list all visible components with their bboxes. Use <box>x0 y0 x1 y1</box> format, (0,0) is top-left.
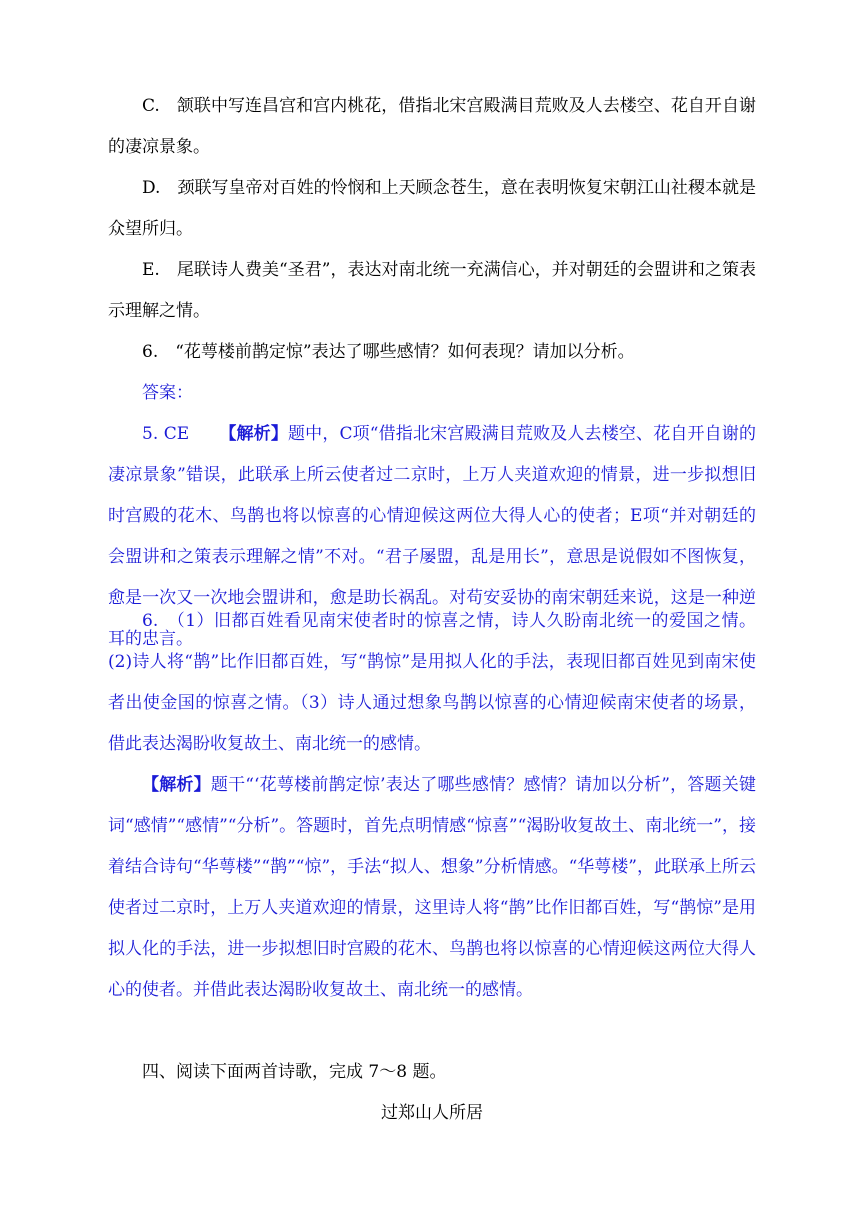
answer-5-tag: 【解析】 <box>219 424 288 444</box>
analysis-6-text: 题干“‘花萼楼前鹊定惊’表达了哪些感情？感情？请加以分析”，答题关键词“感情”“感情”“分析”。答题时，首先点明情感“惊喜”“渴盼收复故土、南北统一”，接着结合诗句“华萼楼”“鹊”“惊”，手法“拟人、想象”分析情感。“华萼楼”，此联承上所云使者过二京时，上万人夹道欢迎的情景，这里诗人将“鹊”比作旧都百姓，写“鹊惊”是用拟人化的手法，进一步拟想旧时宫殿的花木、鸟鹊也将以惊喜的心情迎候这两位大得人心的使者。并借此表达渴盼收复故土、南北统一的感情。 <box>108 775 756 1000</box>
answer-label: 答案： <box>142 383 193 403</box>
analysis-6 <box>108 765 756 1011</box>
answer-6: 6. （1）旧都百姓看见南宋使者时的惊喜之情，诗人久盼南北统一的爱国之情。(2)诗人将“鹊”比作旧都百姓，写“鹊惊”是用拟人化的手法，表现旧都百姓见到南宋使者出使金国的惊喜之情。（3）诗人通过想象鸟鹊以惊喜的心情迎候南宋使者的场景，借此表达渴盼收复故土、南北统一的感情。 <box>108 611 756 754</box>
option-d: D. 颈联写皇帝对百姓的怜悯和上天顾念苍生，意在表明恢复宋朝江山社稷本就是众望所归。 <box>108 178 756 239</box>
poem-title: 过郑山人所居 <box>381 1103 483 1123</box>
answer-5-num: 5. CE <box>142 424 190 444</box>
question-6: 6. “花萼楼前鹊定惊”表达了哪些感情？如何表现？请加以分析。 <box>142 342 635 362</box>
answer-5-text: 题中，C项“借指北宋宫殿满目荒败及人去楼空、花自开自谢的凄凉景象”错误，此联承上所云使者过二京时，上万人夹道欢迎的情景，进一步拟想旧时宫殿的花木、鸟鹊也将以惊喜的心情迎候这两位大得人心的使者；E项“并对朝廷的会盟讲和之策表示理解之情”不对。“君子屡盟，乱是用长”，意思是说假如不图恢复，愈是一次又一次地会盟讲和，愈是助长祸乱。对苟安妥协的南宋朝廷来说，这是一种逆耳的忠言。 <box>108 424 756 649</box>
section-4-heading: 四、阅读下面两首诗歌，完成 7～8 题。 <box>142 1062 447 1082</box>
analysis-6-tag: 【解析】 <box>142 775 211 795</box>
option-c: C. 颔联中写连昌宫和宫内桃花，借指北宋宫殿满目荒败及人去楼空、花自开自谢的凄凉景象。 <box>108 96 756 157</box>
option-e: E. 尾联诗人费美“圣君”，表达对南北统一充满信心，并对朝廷的会盟讲和之策表示理解之情。 <box>108 260 756 321</box>
